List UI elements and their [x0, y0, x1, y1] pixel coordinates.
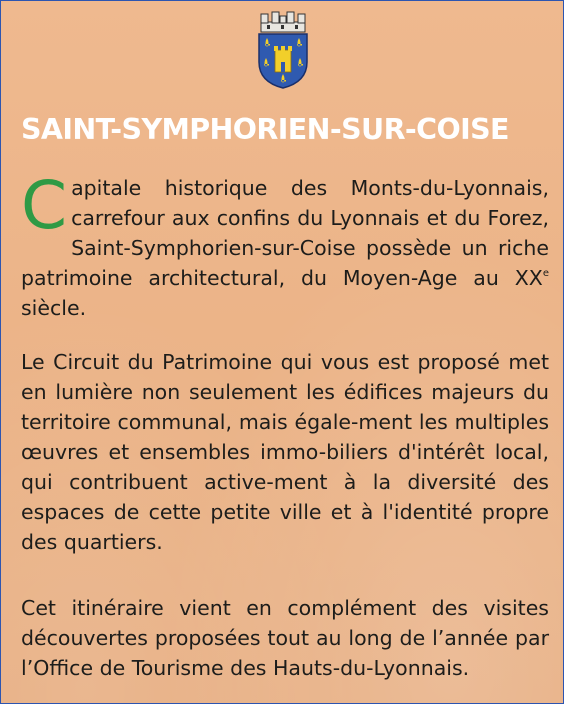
itinerary-paragraph: Cet itinéraire vient en complément des visites découvertes proposées tout au long de l’année par l’Office de Tourisme des Hauts-du-Lyonnais.: [21, 596, 549, 680]
intro-paragraph: [21, 167, 549, 323]
century-superscript: e: [542, 268, 549, 279]
intro-text: apitale historique des Monts-du-Lyonnais, carrefour aux confins du Lyonnais et du Forez, Saint-Symphorien-sur-Coise possède un riche patrimoine architectural, du Moyen-Age au XX: [21, 176, 549, 290]
page-title: SAINT-SYMPHORIEN-SUR-COISE: [21, 113, 509, 146]
circuit-paragraph: Le Circuit du Patrimoine qui vous est proposé met en lumière non seulement les édifices majeurs du territoire communal, mais égale-ment les multiples œuvres et ensembles immo-biliers d'intérêt local, qui contribuent active-ment à la diversité des espaces de cette petite ville et à l'identité propre des quartiers.: [21, 350, 549, 554]
intro-tail: siècle.: [21, 296, 87, 320]
coat-of-arms-icon: [253, 8, 313, 90]
drop-cap: C: [21, 167, 68, 244]
